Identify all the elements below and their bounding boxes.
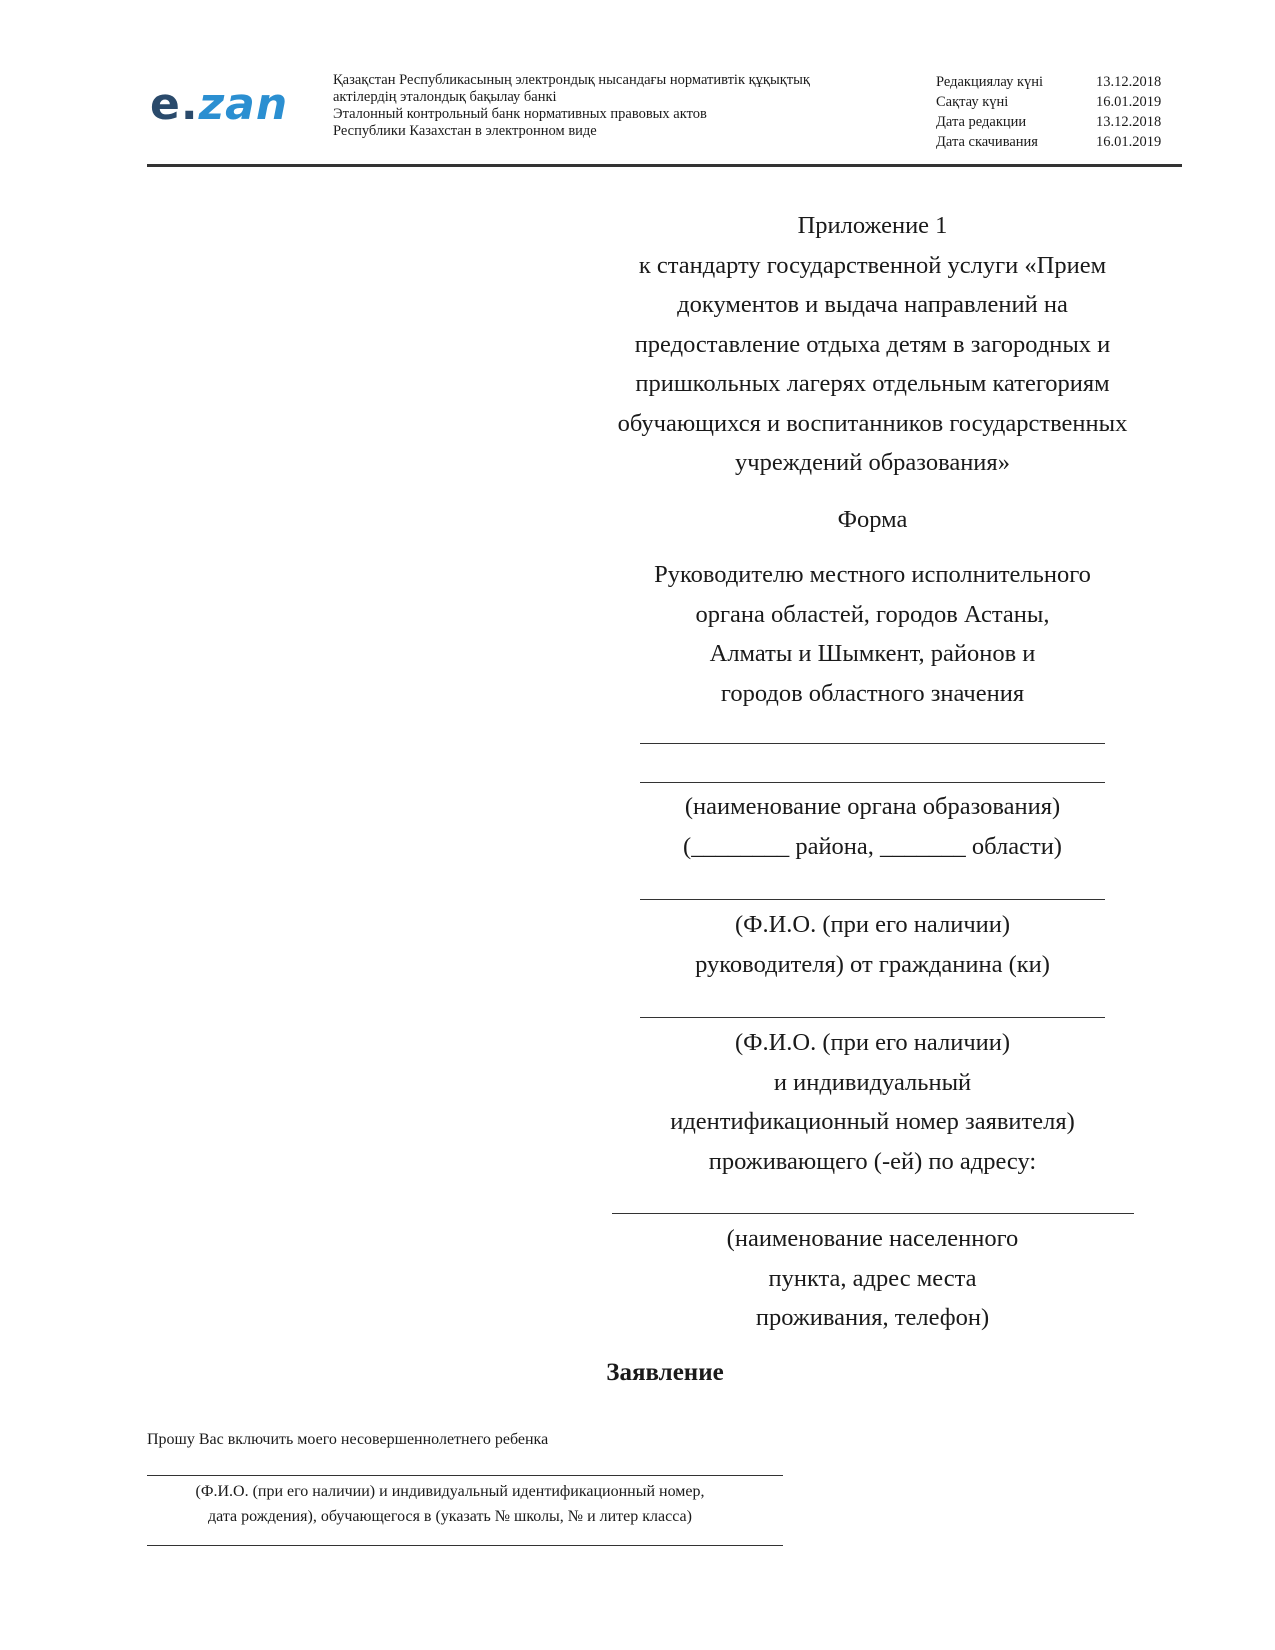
meta-label: Сақтау күні [936, 94, 1009, 110]
blank-line-org-1 [640, 743, 1105, 744]
appendix-title [555, 206, 1190, 483]
logo-dot: . [180, 79, 199, 130]
appendix-line: к стандарту государственной услуги «Прием [638, 251, 1107, 279]
statement-title: Заявление [606, 1359, 724, 1386]
appendix-line: обучающихся и воспитанников государственных [617, 409, 1128, 437]
appendix-line: Приложение 1 [797, 212, 948, 239]
header-meta [936, 72, 1176, 152]
logo-e: e [150, 79, 181, 130]
org-caption-line: (наименование органа образования) [684, 793, 1061, 820]
head-caption-line: (Ф.И.О. (при его наличии) [734, 911, 1011, 938]
meta-row [936, 112, 1176, 132]
address-caption-line: (наименование населенного [726, 1225, 1019, 1252]
header-desc-line: Эталонный контрольный банк нормативных правовых актов [333, 106, 707, 122]
org-caption-line: (________ района, _______ области) [683, 832, 1062, 860]
header-divider [147, 164, 1182, 167]
header-description [333, 72, 893, 140]
addressee-line: органа областей, городов Астаны, [695, 600, 1050, 628]
appendix-line: предоставление отдыха детям в загородных и [634, 330, 1111, 358]
address-caption-line: пункта, адрес места [768, 1264, 977, 1292]
header-desc-line: актілердің эталондық бақылау банкі [333, 89, 557, 105]
applicant-caption-line: (Ф.И.О. (при его наличии) [734, 1029, 1011, 1056]
applicant-caption [555, 1023, 1190, 1181]
addressee-line: Алматы и Шымкент, районов и [709, 640, 1036, 667]
header-desc-line: Республики Казахстан в электронном виде [333, 123, 597, 139]
statement-request: Прошу Вас включить моего несовершеннолетнего ребенка [147, 1431, 549, 1448]
applicant-caption-line: проживающего (-ей) по адресу: [708, 1147, 1037, 1175]
meta-row [936, 72, 1176, 92]
child-caption-line: (Ф.И.О. (при его наличии) и индивидуальный идентификационный номер, [195, 1483, 705, 1500]
meta-label: Редакциялау күні [936, 74, 1044, 90]
form-label: Форма [837, 506, 908, 533]
head-caption-line: руководителя) от гражданина (ки) [695, 950, 1050, 978]
blank-line-head [640, 899, 1105, 900]
address-caption [555, 1219, 1190, 1338]
meta-label: Дата редакции [936, 114, 1027, 130]
org-caption [555, 787, 1190, 866]
blank-line-applicant [640, 1017, 1105, 1018]
appendix-line: документов и выдача направлений на [677, 291, 1068, 318]
addressee-block [555, 555, 1190, 713]
blank-line-school [147, 1545, 783, 1546]
blank-line-child [147, 1475, 783, 1476]
header-desc-line: Қазақстан Республикасының электрондық нысандағы нормативтік құқықтық [333, 72, 810, 88]
ezan-logo [150, 80, 288, 130]
applicant-caption-line: и индивидуальный [773, 1068, 972, 1096]
head-caption [555, 905, 1190, 984]
child-caption-line: дата рождения), обучающегося в (указать № школы, № и литер класса) [208, 1508, 692, 1525]
meta-value: 16.01.2019 [1096, 134, 1162, 150]
addressee-line: Руководителю местного исполнительного [654, 561, 1091, 588]
appendix-line: пришкольных лагерях отдельным категориям [635, 370, 1110, 397]
meta-row [936, 132, 1176, 152]
child-caption [160, 1479, 740, 1529]
meta-row [936, 92, 1176, 112]
meta-value: 13.12.2018 [1096, 114, 1162, 130]
addressee-line: городов областного значения [720, 679, 1025, 707]
address-caption-line: проживания, телефон) [755, 1304, 990, 1331]
blank-line-address [612, 1213, 1134, 1214]
logo-zan: zan [198, 79, 289, 130]
meta-value: 13.12.2018 [1096, 74, 1162, 90]
appendix-line: учреждений образования» [735, 449, 1010, 476]
meta-value: 16.01.2019 [1096, 94, 1162, 110]
meta-label: Дата скачивания [936, 134, 1038, 150]
blank-line-org-2 [640, 782, 1105, 783]
applicant-caption-line: идентификационный номер заявителя) [670, 1108, 1075, 1135]
